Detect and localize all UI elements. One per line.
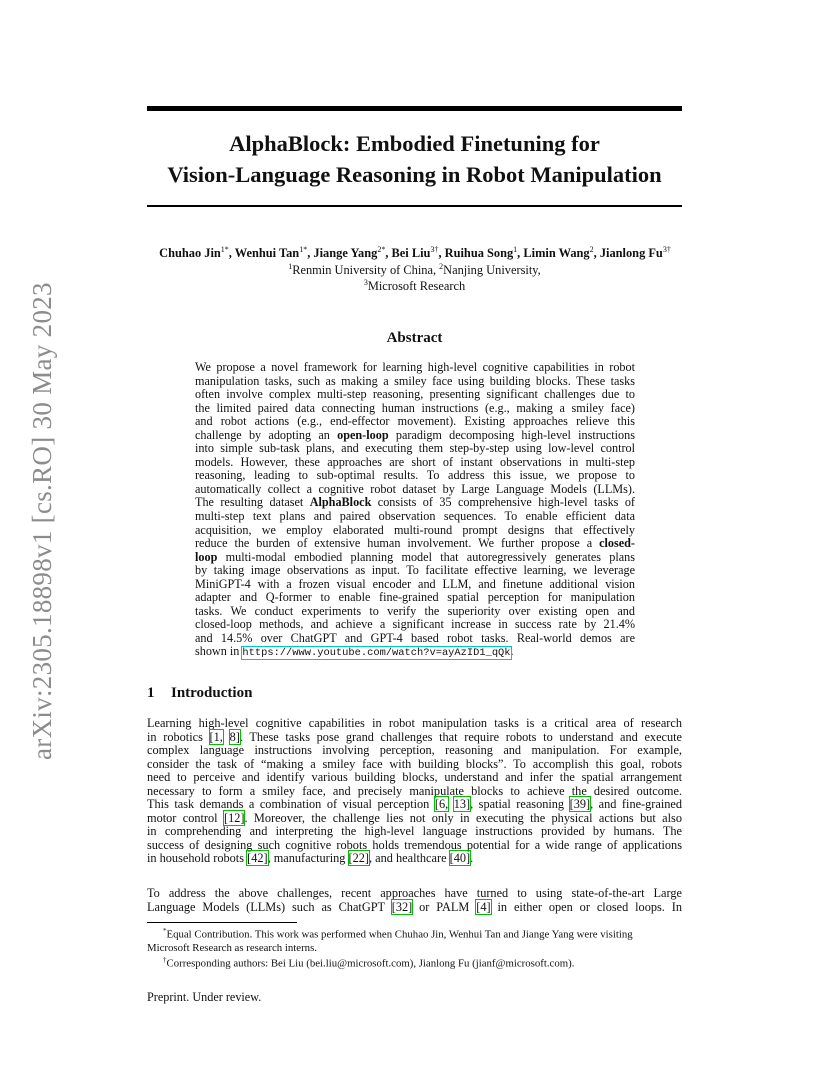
abstract-line: the limited paired data connecting human instructions (e.g., making a smiley face) bbox=[195, 400, 635, 415]
citation-link[interactable]: [40] bbox=[449, 851, 471, 866]
abstract-heading: Abstract bbox=[386, 330, 443, 346]
paragraph-line: complex language instructions involving perception, reasoning and manipulation. For example, bbox=[147, 743, 682, 758]
citation-link[interactable]: [32] bbox=[391, 899, 413, 914]
text-run: motor control bbox=[147, 810, 224, 825]
text-run: or PALM bbox=[412, 899, 477, 914]
abstract-text-run: multi-modal embodied planning model that autoregressively generates plans bbox=[217, 549, 635, 564]
author-mark: 3† bbox=[662, 245, 671, 254]
abstract-text-run: . bbox=[510, 644, 514, 659]
text-run: , and healthcare bbox=[369, 851, 450, 866]
citation-link[interactable]: [22] bbox=[348, 851, 370, 866]
footnote-rule bbox=[147, 922, 297, 923]
abstract-line: We propose a novel framework for learning high-level cognitive capabilities in robot bbox=[195, 360, 635, 374]
citation-link[interactable]: 8] bbox=[229, 729, 240, 744]
paragraph-line bbox=[147, 812, 682, 826]
arxiv-identifier-stamp: arXiv:2305.18898v1 [cs.RO] 30 May 2023 bbox=[27, 282, 57, 760]
abstract-line bbox=[195, 645, 635, 661]
paragraph-line: success of designing such cognitive robots holds tremendous potential for a wide range of applications bbox=[147, 837, 682, 852]
text-run: . bbox=[470, 851, 474, 866]
abstract-line: reasoning, leading to sub-optimal results. To address this issue, we propose to bbox=[195, 468, 635, 483]
abstract-emphasis: open-loop bbox=[337, 427, 389, 442]
affiliation-text: Microsoft Research bbox=[367, 279, 466, 294]
section-title: Introduction bbox=[171, 685, 253, 701]
abstract-line bbox=[195, 551, 635, 565]
author-name: Jianlong Fu bbox=[599, 246, 663, 261]
citation-link[interactable]: [39] bbox=[569, 797, 591, 812]
footnote-text: Equal Contribution. This work was performed when Chuhao Jin, Wenhui Tan and Jiange Yang were visiting bbox=[166, 928, 633, 941]
title-top-rule bbox=[147, 106, 682, 111]
author-name: Chuhao Jin bbox=[159, 246, 221, 261]
footnote-corresponding-authors bbox=[147, 954, 682, 971]
abstract-text-run: reduce the burden of extensive human involvement. We further propose a bbox=[195, 536, 600, 551]
author-name: Limin Wang bbox=[523, 246, 590, 261]
abstract-text-run: challenge by adopting an bbox=[195, 427, 338, 442]
title-line-2: Vision-Language Reasoning in Robot Manipulation bbox=[167, 162, 662, 187]
paragraph-line: consider the task of “making a smiley face with building blocks”. To accomplish this goal, robots bbox=[147, 756, 682, 771]
abstract-emphasis: loop bbox=[195, 549, 218, 564]
paragraph-line bbox=[147, 731, 682, 745]
paragraph-line: To address the above challenges, recent approaches have turned to using state-of-the-art Large bbox=[147, 886, 682, 900]
citation-link[interactable]: [12] bbox=[223, 810, 245, 825]
affiliation-line-2 bbox=[147, 274, 682, 295]
abstract-body bbox=[195, 361, 635, 661]
footnote-line bbox=[147, 954, 682, 971]
author-mark: 1 bbox=[513, 245, 518, 254]
abstract-text-run: paradigm decomposing high-level instructions bbox=[388, 427, 635, 442]
author-mark: 2 bbox=[589, 245, 594, 254]
footnote-line bbox=[147, 925, 682, 942]
affiliation-mark: 2 bbox=[439, 262, 444, 271]
abstract-line: automatically collect a cognitive robot dataset by Large Language Models (LLMs). bbox=[195, 481, 635, 496]
paragraph-line bbox=[147, 901, 682, 915]
author-name: Ruihua Song bbox=[444, 246, 514, 261]
abstract-line: manipulation tasks, such as making a smiley face using building blocks. These tasks bbox=[195, 373, 635, 388]
author-mark: 3† bbox=[430, 245, 439, 254]
citation-link[interactable]: [42] bbox=[247, 851, 268, 866]
text-run: , and fine-grained bbox=[590, 797, 683, 812]
intro-paragraph-2 bbox=[147, 887, 682, 914]
author-mark: 1* bbox=[220, 245, 229, 254]
paragraph-line: in comprehending and interpreting the high-level language instructions provided by humans. The bbox=[147, 824, 682, 839]
preprint-notice: Preprint. Under review. bbox=[147, 990, 262, 1004]
citation-link[interactable]: 13] bbox=[453, 797, 471, 812]
paragraph-line bbox=[147, 852, 682, 866]
paragraph-line: need to perceive and identify various building blocks, understand and infer the spatial arrangement bbox=[147, 770, 682, 785]
abstract-text-run: consists of 35 comprehensive high-level tasks of bbox=[371, 495, 635, 510]
citation-link[interactable]: [4] bbox=[476, 899, 491, 914]
abstract-line: tasks. We conduct experiments to verify the superiority over existing open and bbox=[195, 603, 635, 618]
affiliation-text: Nanjing University, bbox=[443, 263, 541, 278]
abstract-line: models. However, these approaches are short of instant observations in multi-step bbox=[195, 454, 635, 469]
abstract-line: adapter and Q-former to enable fine-grained spatial perception for manipulation bbox=[195, 590, 635, 605]
abstract-text-run: shown in bbox=[195, 644, 243, 659]
author-mark: 1* bbox=[299, 245, 308, 254]
text-run: , spatial reasoning bbox=[470, 797, 570, 812]
footnote-text: Corresponding authors: Bei Liu (bei.liu@microsoft.com), Jianlong Fu (jianf@microsoft.com). bbox=[166, 957, 575, 970]
abstract-line: acquisition, we employ elaborated multi-round prompt designs that effectively bbox=[195, 522, 635, 537]
abstract-emphasis: AlphaBlock bbox=[309, 495, 372, 510]
paragraph-line: Learning high-level cognitive capabilities in robot manipulation tasks is a critical area of research bbox=[147, 716, 682, 730]
paragraph-line bbox=[147, 798, 682, 812]
section-number: 1 bbox=[147, 685, 155, 701]
title-line-1: AlphaBlock: Embodied Finetuning for bbox=[229, 131, 600, 156]
footnote-line: Microsoft Research as research interns. bbox=[147, 941, 317, 954]
text-run: . Moreover, the challenge lies not only in executing the physical actions but also bbox=[244, 810, 682, 825]
paper-title bbox=[147, 128, 682, 190]
affiliation-mark: 3 bbox=[363, 278, 368, 287]
abstract-line: multi-step text plans and paired observation sequences. To enable efficient data bbox=[195, 509, 635, 524]
text-run: , manufacturing bbox=[267, 851, 349, 866]
abstract-line: and 14.5% over ChatGPT and GPT-4 based robot tasks. Real-world demos are bbox=[195, 630, 635, 645]
footnote-equal-contribution bbox=[147, 925, 682, 955]
text-run: in household robots bbox=[147, 851, 248, 866]
abstract-line: often involve complex multi-step reasoning, presenting significant challenges due to bbox=[195, 387, 635, 402]
text-run: This task demands a combination of visual perception bbox=[147, 797, 435, 812]
text-run: Language Models (LLMs) such as ChatGPT bbox=[147, 899, 392, 914]
title-bottom-rule bbox=[147, 205, 682, 207]
affiliation-mark: 1 bbox=[288, 262, 293, 271]
abstract-line: closed-loop methods, and achieve a significant increase in success rate by 21.4% bbox=[195, 617, 635, 632]
abstract-text-run: The resulting dataset bbox=[195, 495, 310, 510]
intro-paragraph-1 bbox=[147, 717, 682, 866]
affiliation-text: Renmin University of China, bbox=[292, 263, 440, 278]
footnote-mark: † bbox=[163, 956, 167, 964]
abstract-line bbox=[195, 537, 635, 551]
abstract-line: and robot actions (e.g., end-effector movement). Existing approaches relieve this bbox=[195, 414, 635, 429]
author-name: Jiange Yang bbox=[313, 246, 378, 261]
author-name: Bei Liu bbox=[391, 246, 431, 261]
author-name: Wenhui Tan bbox=[234, 246, 300, 261]
footnote-mark: * bbox=[163, 927, 167, 935]
abstract-line: by taking image observations as input. To facilitate effective learning, we leverage bbox=[195, 563, 635, 578]
citation-link[interactable]: [1, bbox=[209, 729, 223, 744]
section-heading-introduction bbox=[147, 683, 252, 703]
citation-link[interactable]: [6, bbox=[434, 797, 449, 812]
text-run: in robotics bbox=[147, 729, 210, 744]
demo-video-link[interactable]: https://www.youtube.com/watch?v=ayAzID1_qQk bbox=[242, 647, 511, 660]
author-mark: 2* bbox=[377, 245, 386, 254]
abstract-line bbox=[195, 496, 635, 510]
text-run: . These tasks pose grand challenges that require robots to understand and execute bbox=[239, 729, 683, 744]
abstract-line: into simple sub-task plans, and executing them step-by-step using low-level control bbox=[195, 441, 635, 456]
paragraph-line: necessary to form a smiley face, and precisely manipulate blocks to achieve the desired outcome. bbox=[147, 783, 682, 798]
abstract-line: MiniGPT-4 with a frozen visual encoder and LLM, and finetune additional vision bbox=[195, 576, 635, 591]
abstract-emphasis: closed- bbox=[599, 536, 635, 551]
author-list: Chuhao Jin$^{1*}$, Wenhui Tan$^{1*}$, Jiange Yang$^{2*}$, Bei Liu$^{3\dagger}$, Ruihua Song$^1$, Limin Wang$^2$, Jianlong $Fu^{3\dagger}$ bbox=[159, 245, 671, 261]
text-run: in either open or closed loops. In bbox=[490, 899, 683, 914]
abstract-line bbox=[195, 429, 635, 443]
